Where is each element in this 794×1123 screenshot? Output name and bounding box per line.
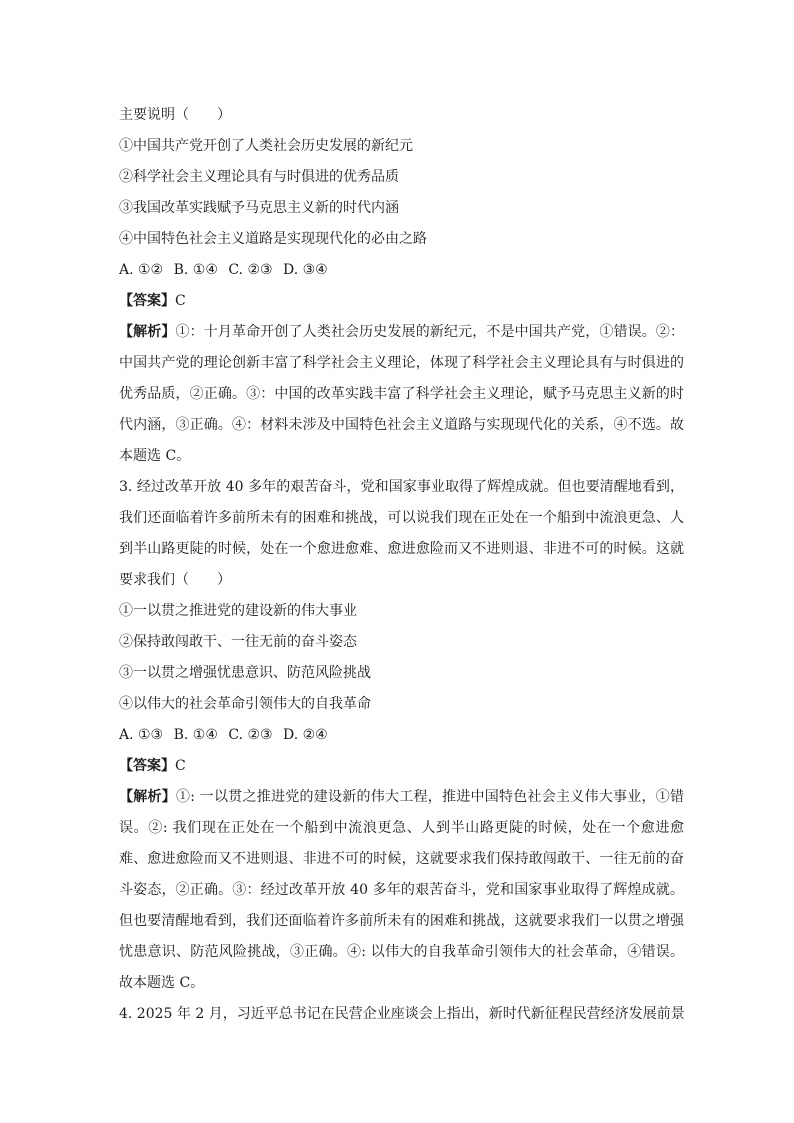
q2-option-2: ②科学社会主义理论具有与时俱进的优秀品质 xyxy=(119,169,399,185)
q2-choice-b: B. ①④ xyxy=(173,262,218,278)
q3-choice-d: D. ②④ xyxy=(283,727,328,743)
q3-stem: 3. 经过改革开放 40 多年的艰苦奋斗，党和国家事业取得了辉煌成就。但也要清醒地看到，我们还面临着许多前所未有的困难和挑战，可以说我们现在正处在一个船到中流浪更急、人到半山路更陡的时候，处在一个愈进愈难、愈进愈险而又不进则退、非进不可的时候。这就要求我们（ ） xyxy=(119,479,684,588)
q3-answer-value: C xyxy=(175,758,186,774)
q3-option-4: ④以伟大的社会革命引领伟大的自我革命 xyxy=(119,696,371,712)
q2-analysis-label: 【解析】 xyxy=(119,324,176,340)
q2-stem-tail: 主要说明（ ） xyxy=(119,107,231,123)
q3-option-1: ①一以贯之推进党的建设新的伟大事业 xyxy=(119,603,357,619)
q2-choice-c: C. ②③ xyxy=(228,262,273,278)
q2-option-3: ③我国改革实践赋予马克思主义新的时代内涵 xyxy=(119,200,399,216)
q2-choice-a: A. ①② xyxy=(119,262,164,278)
q3-option-2: ②保持敢闯敢干、一往无前的奋斗姿态 xyxy=(119,634,357,650)
q2-answer xyxy=(119,286,684,317)
q2-option-4: ④中国特色社会主义道路是实现现代化的必由之路 xyxy=(119,231,427,247)
q2-choices xyxy=(119,255,684,286)
q3-choice-b: B. ①④ xyxy=(173,727,218,743)
q4-stem-start: 4. 2025 年 2 月，习近平总书记在民营企业座谈会上指出，新时代新征程民营经济发展前景 xyxy=(119,1006,685,1022)
document-content xyxy=(119,100,684,1030)
q2-answer-value: C xyxy=(175,293,186,309)
q3-choice-c: C. ②③ xyxy=(228,727,273,743)
q2-answer-label: 【答案】 xyxy=(119,293,175,309)
q3-analysis xyxy=(119,782,684,999)
q3-answer xyxy=(119,751,684,782)
q3-choice-a: A. ①③ xyxy=(119,727,164,743)
q2-choice-d: D. ③④ xyxy=(283,262,328,278)
q3-answer-label: 【答案】 xyxy=(119,758,175,774)
q3-analysis-text: ①: 一以贯之推进党的建设新的伟大工程，推进中国特色社会主义伟大事业，①错误。②: 我们现在正处在一个船到中流浪更急、人到半山路更陡的时候，处在一个愈进愈难、愈进愈险而又不进则退、非进不可的时候，这就要求我们保持敢闯敢干、一往无前的奋斗姿态，②正确。③：经过改革开放 40 多年的艰苦奋斗，党和国家事业取得了辉煌成就。但也要清醒地看到，我们还面临着许多前所未有的困难和挑战，这就要求我们一以贯之增强忧患意识、防范风险挑战，③正确。④: 以伟大的自我革命引领伟大的社会革命，④错误。故本题选 C。 xyxy=(119,789,685,991)
q3-analysis-label: 【解析】 xyxy=(119,789,177,805)
q2-analysis-text: ①：十月革命开创了人类社会历史发展的新纪元，不是中国共产党，①错误。②：中国共产党的理论创新丰富了科学社会主义理论，体现了科学社会主义理论具有与时俱进的优秀品质，②正确。③：中国的改革实践丰富了科学社会主义理论，赋予马克思主义新的时代内涵，③正确。④：材料未涉及中国特色社会主义道路与实现现代化的关系，④不选。故本题选 C。 xyxy=(119,324,685,464)
q2-analysis xyxy=(119,317,684,472)
q3-choices xyxy=(119,720,684,751)
q2-option-1: ①中国共产党开创了人类社会历史发展的新纪元 xyxy=(119,138,413,154)
q3-option-3: ③一以贯之增强忧患意识、防范风险挑战 xyxy=(119,665,371,681)
